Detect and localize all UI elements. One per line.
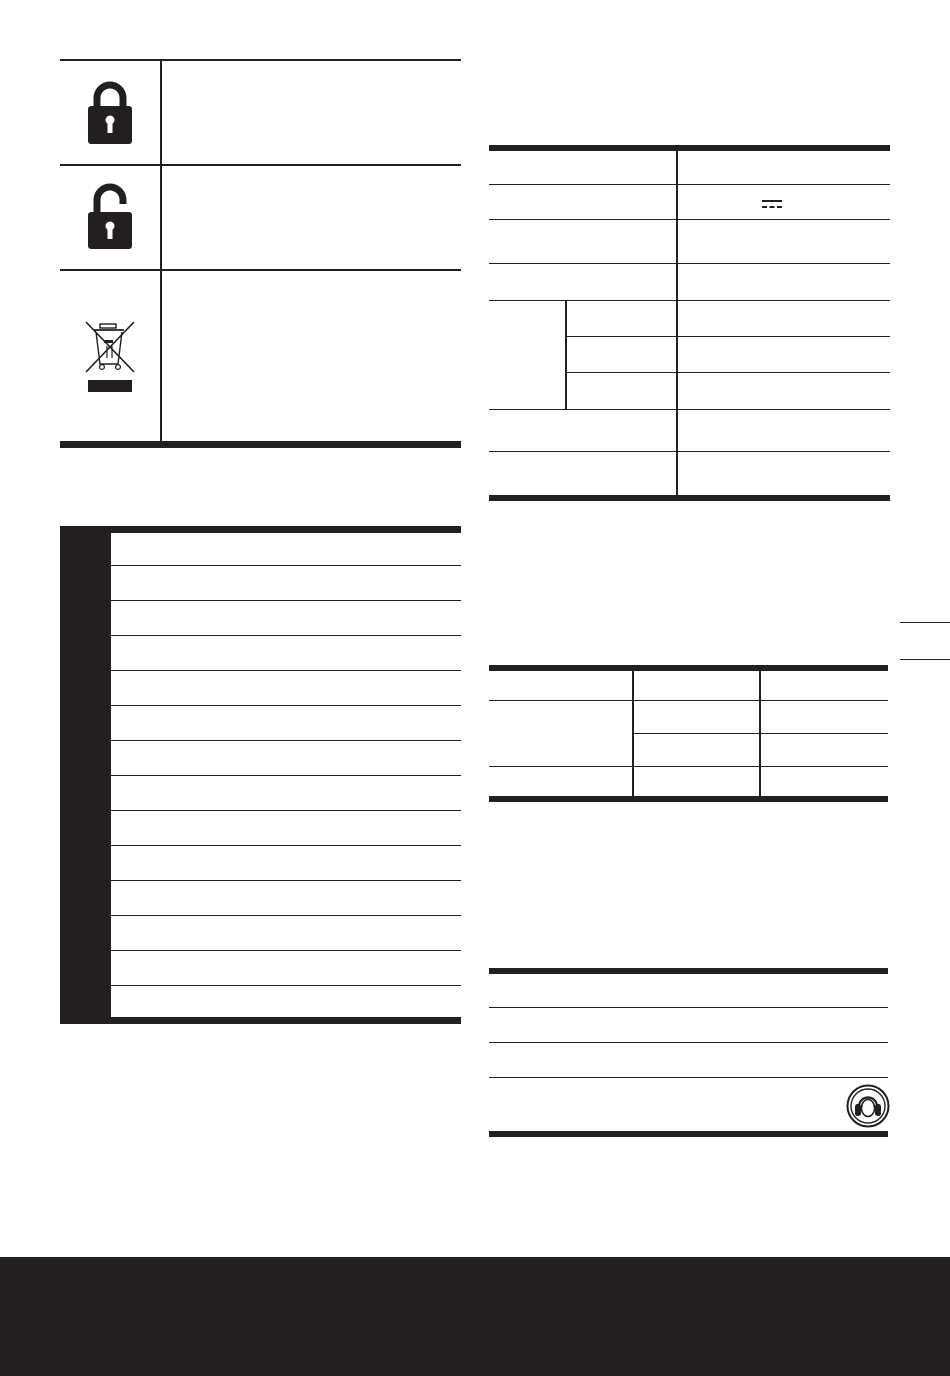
table-row-rule (60, 810, 461, 811)
weee-crossed-bin-icon (82, 318, 138, 394)
table-row-rule (60, 915, 461, 916)
table-rule (60, 59, 461, 61)
table-row-rule (489, 1077, 888, 1078)
table-top-rule (60, 526, 461, 533)
table-row-rule (566, 372, 890, 373)
table-bottom-rule (489, 1131, 888, 1137)
table-row-rule (489, 766, 888, 767)
table-top-rule (489, 145, 890, 151)
table-row-rule (60, 670, 461, 671)
table-row-rule (60, 635, 461, 636)
table-row-rule (60, 950, 461, 951)
table-row-rule (489, 451, 890, 452)
table-row-rule (489, 263, 890, 264)
lock-closed-icon (86, 78, 134, 146)
table-bottom-rule (60, 441, 461, 448)
table-row-rule (60, 740, 461, 741)
tab-rule (900, 622, 950, 623)
table-row-rule (60, 600, 461, 601)
table-bottom-rule (489, 796, 888, 802)
column-divider (676, 151, 678, 496)
table-row-rule (60, 880, 461, 881)
table-row-rule (60, 845, 461, 846)
table-row-rule (566, 336, 890, 337)
table-row-rule (60, 775, 461, 776)
table-row-rule (60, 565, 461, 566)
column-divider (632, 671, 634, 797)
table-row-rule (489, 300, 890, 301)
column-divider (160, 60, 162, 442)
table-row-rule (489, 219, 890, 220)
table-row-rule (60, 705, 461, 706)
table-row-rule (489, 700, 888, 701)
table-rule (60, 164, 461, 166)
table-bottom-rule (489, 495, 890, 501)
tab-rule (900, 659, 950, 660)
table-row-rule (489, 184, 890, 185)
table-bottom-rule (60, 1017, 461, 1024)
ear-protection-icon (846, 1084, 890, 1128)
table-row-rule (489, 409, 890, 410)
table-row-rule (489, 1042, 888, 1043)
column-divider (565, 300, 567, 410)
dc-current-icon (762, 198, 782, 210)
table-row-rule (60, 985, 461, 986)
table-top-rule (489, 665, 888, 671)
footer-band (0, 1257, 950, 1376)
column-divider (759, 671, 761, 797)
table-row-rule (489, 1007, 888, 1008)
table-top-rule (489, 968, 888, 974)
table-rule (60, 269, 461, 271)
lock-open-icon (86, 180, 134, 250)
